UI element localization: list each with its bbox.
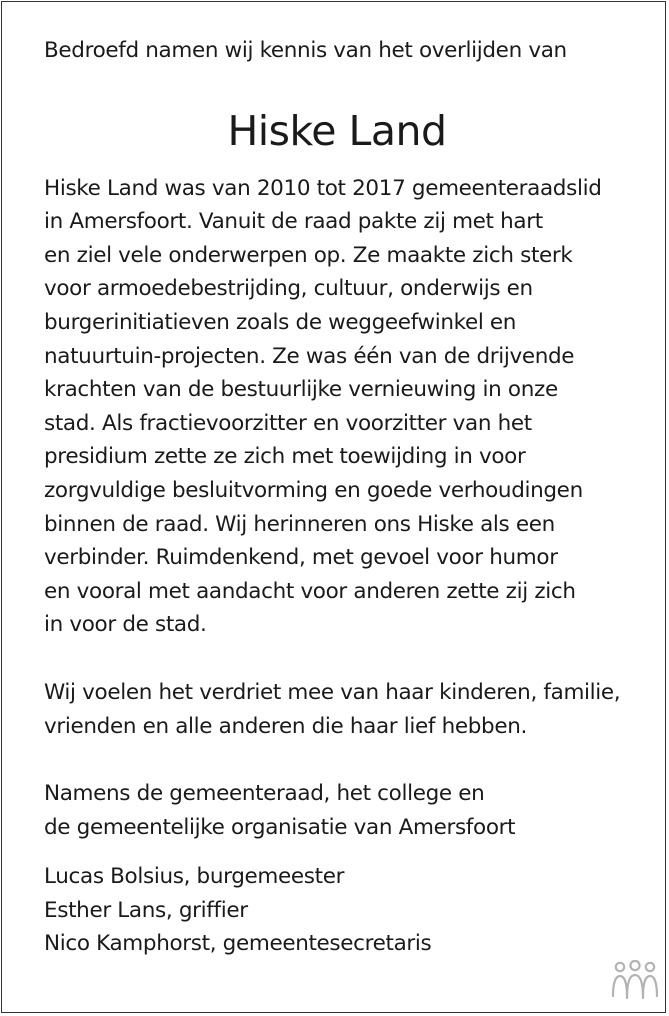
on-behalf-line: de gemeentelijke organisatie van Amersfoort: [44, 814, 516, 840]
sympathy-line: vrienden en alle anderen die haar lief hebben.: [44, 713, 527, 739]
body-line: Hiske Land was van 2010 tot 2017 gemeenteraadslid: [44, 175, 602, 201]
body-line: presidium zette ze zich met toewijding in voor: [44, 444, 526, 470]
body-line: stad. Als fractievoorzitter en voorzitter van het: [44, 410, 532, 436]
body-line: en ziel vele onderwerpen op. Ze maakte zich sterk: [44, 242, 573, 268]
sympathy-paragraph: [44, 676, 644, 743]
body-line: in voor de stad.: [44, 612, 207, 638]
body-line: en vooral met aandacht voor anderen zette zij zich: [44, 578, 576, 604]
body-line: verbinder. Ruimdenkend, met gevoel voor humor: [44, 545, 558, 571]
notice-intro: Bedroefd namen wij kennis van het overlijden van: [44, 38, 567, 63]
signature-line: Lucas Bolsius, burgemeester: [44, 864, 345, 890]
body-line: burgerinitiatieven zoals de weggeefwinkel en: [44, 309, 517, 335]
signature-line: Nico Kamphorst, gemeentesecretaris: [44, 931, 432, 957]
body-line: in Amersfoort. Vanuit de raad pakte zij met hart: [44, 209, 543, 235]
signature-line: Esther Lans, griffier: [44, 897, 248, 923]
body-line: krachten van de bestuurlijke vernieuwing in onze: [44, 377, 558, 403]
body-line: voor armoedebestrijding, cultuur, onderwijs en: [44, 276, 533, 302]
sympathy-line: Wij voelen het verdriet mee van haar kinderen, familie,: [44, 679, 621, 705]
body-line: binnen de raad. Wij herinneren ons Hiske als een: [44, 511, 555, 537]
body-line: natuurtuin-projecten. Ze was één van de drijvende: [44, 343, 575, 369]
deceased-name: Hiske Land: [227, 106, 447, 155]
signatures: [44, 860, 644, 961]
people-group-icon: [610, 960, 660, 1002]
body-line: zorgvuldige besluitvorming en goede verhoudingen: [44, 477, 583, 503]
notice-frame: [1, 1, 666, 1013]
notice-content: [44, 34, 644, 961]
notice-body: [44, 172, 644, 642]
on-behalf-paragraph: [44, 777, 644, 844]
on-behalf-line: Namens de gemeenteraad, het college en: [44, 781, 485, 807]
